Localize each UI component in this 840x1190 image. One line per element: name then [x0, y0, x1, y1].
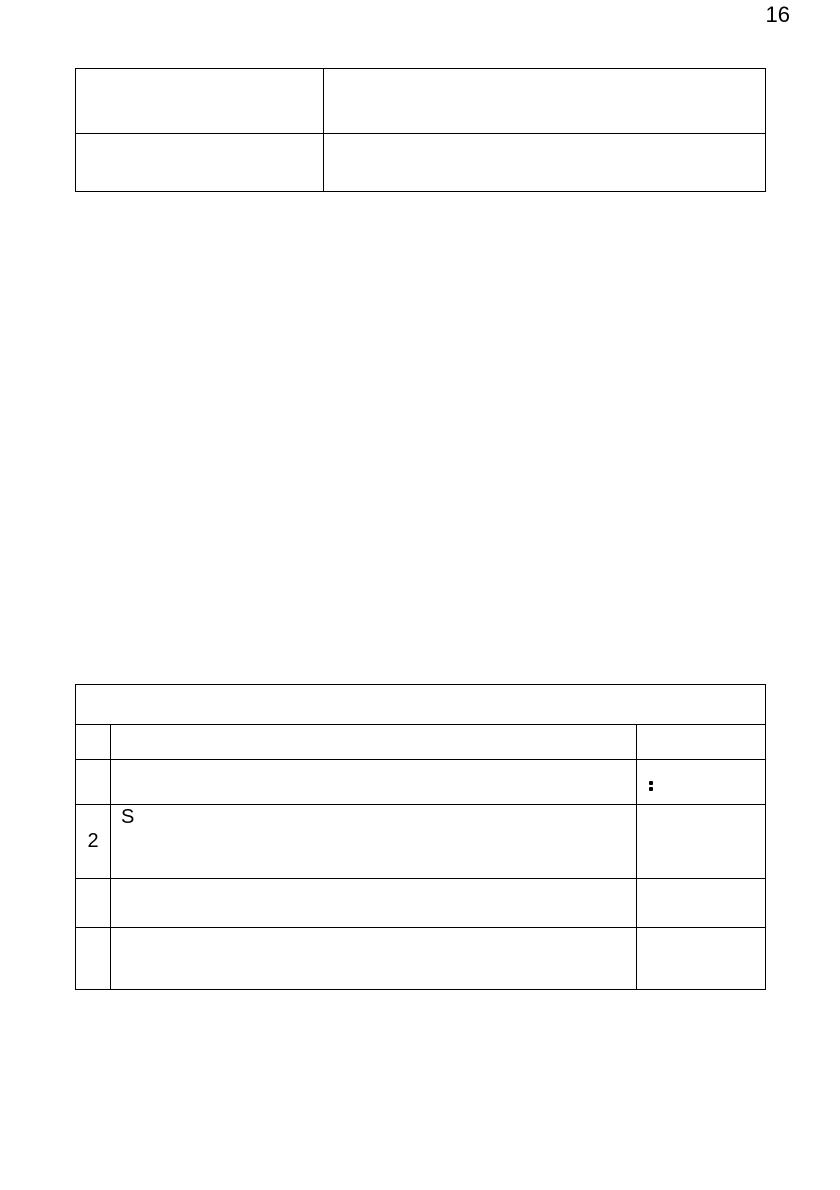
table-cell-label — [76, 134, 324, 192]
row-value — [637, 879, 766, 928]
page-number: 16 — [765, 2, 790, 27]
row-number — [76, 879, 111, 928]
row-number — [76, 928, 111, 990]
table-row — [76, 760, 766, 805]
colon-mark — [649, 780, 653, 792]
row-value — [637, 928, 766, 990]
items-table — [75, 684, 766, 990]
table-row — [76, 928, 766, 990]
table-row — [76, 134, 766, 192]
row-number: 2 — [76, 805, 111, 879]
table-title — [76, 685, 766, 725]
row-description — [111, 928, 637, 990]
table-row — [76, 805, 766, 879]
row-description — [111, 760, 637, 805]
row-value — [637, 760, 766, 805]
table-cell-value — [324, 69, 766, 134]
row-value — [637, 805, 766, 879]
column-header-description — [111, 725, 637, 760]
row-number — [76, 760, 111, 805]
table-row — [76, 69, 766, 134]
top-info-table — [75, 68, 766, 192]
table-cell-value — [324, 134, 766, 192]
column-header-value — [637, 725, 766, 760]
column-header-num — [76, 725, 111, 760]
table-title-row — [76, 685, 766, 725]
table-cell-label — [76, 69, 324, 134]
table-row — [76, 879, 766, 928]
row-description — [111, 879, 637, 928]
table-header-row — [76, 725, 766, 760]
row-description: S — [111, 805, 637, 879]
